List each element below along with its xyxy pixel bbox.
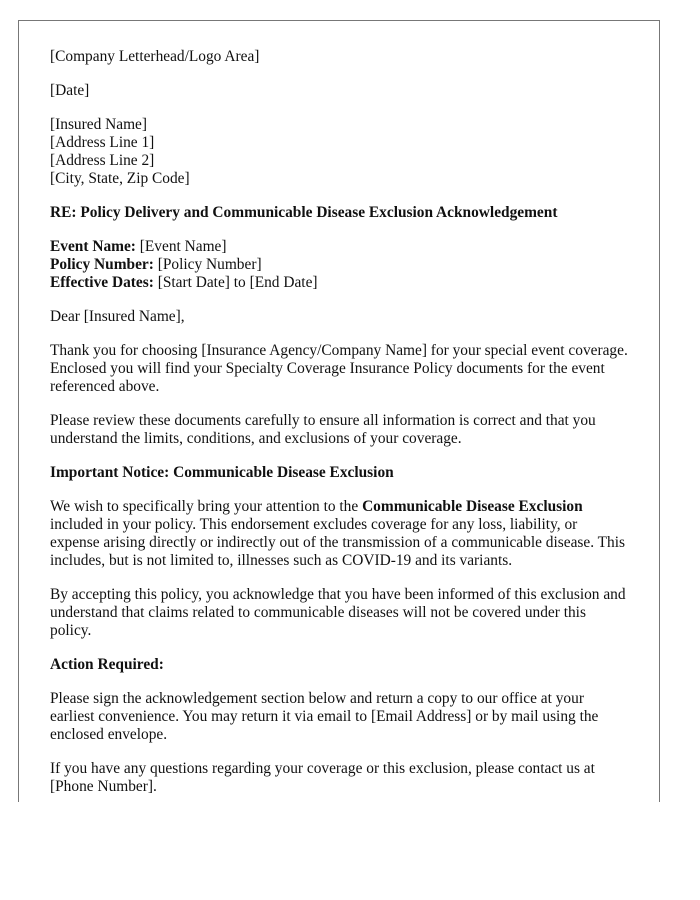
acknowledgement-paragraph: By accepting this policy, you acknowledge that you have been informed of this exclusion and understand that claims related to communicable diseases will not be covered under this policy. [50, 586, 626, 639]
return-instructions-paragraph: Please sign the acknowledgement section below and return a copy to our office at your earliest convenience. You may return it via email to [Email Address] or by mail using the enclosed envelope. [50, 690, 599, 743]
policy-number-value: [Policy Number] [153, 256, 262, 273]
exclusion-text-before: We wish to specifically bring your attention to the [50, 498, 363, 515]
action-heading: Action Required: [50, 656, 164, 673]
recipient-address [50, 116, 629, 188]
policy-details [50, 238, 629, 292]
review-paragraph: Please review these documents carefully to ensure all information is correct and that you understand the limits, conditions, and exclusions of your coverage. [50, 412, 596, 447]
address-line-2: [Address Line 2] [50, 152, 155, 169]
salutation: Dear [Insured Name], [50, 308, 185, 325]
effective-dates-row [50, 274, 629, 292]
effective-dates-label: Effective Dates: [50, 274, 154, 291]
event-name-label: Event Name: [50, 238, 136, 255]
letter-page [18, 20, 660, 802]
letter-date: [Date] [50, 82, 90, 99]
policy-number-label: Policy Number: [50, 256, 154, 273]
effective-dates-value: [Start Date] to [End Date] [153, 274, 318, 291]
letter-content [19, 21, 659, 796]
subject-line: RE: Policy Delivery and Communicable Disease Exclusion Acknowledgement [50, 204, 558, 221]
event-name-value: [Event Name] [135, 238, 227, 255]
address-line-1: [Address Line 1] [50, 134, 155, 151]
policy-number-row [50, 256, 629, 274]
exclusion-text-bold: Communicable Disease Exclusion [362, 498, 583, 515]
intro-paragraph: Thank you for choosing [Insurance Agency/Company Name] for your special event coverage. Enclosed you will find your Specialty Coverage Insurance Policy documents for the event referenced above. [50, 342, 628, 395]
exclusion-text-after: included in your policy. This endorsement excludes coverage for any loss, liability, or expense arising directly or indirectly out of the transmission of a communicable disease. This includes, but is not limited to, illnesses such as COVID-19 and its variants. [50, 516, 626, 569]
event-name-row [50, 238, 629, 256]
exclusion-paragraph [50, 498, 629, 570]
notice-heading: Important Notice: Communicable Disease Exclusion [50, 464, 394, 481]
recipient-name: [Insured Name] [50, 116, 148, 133]
address-city-state-zip: [City, State, Zip Code] [50, 170, 190, 187]
letterhead: [Company Letterhead/Logo Area] [50, 48, 260, 65]
contact-paragraph: If you have any questions regarding your coverage or this exclusion, please contact us at [Phone Number]. [50, 760, 595, 795]
